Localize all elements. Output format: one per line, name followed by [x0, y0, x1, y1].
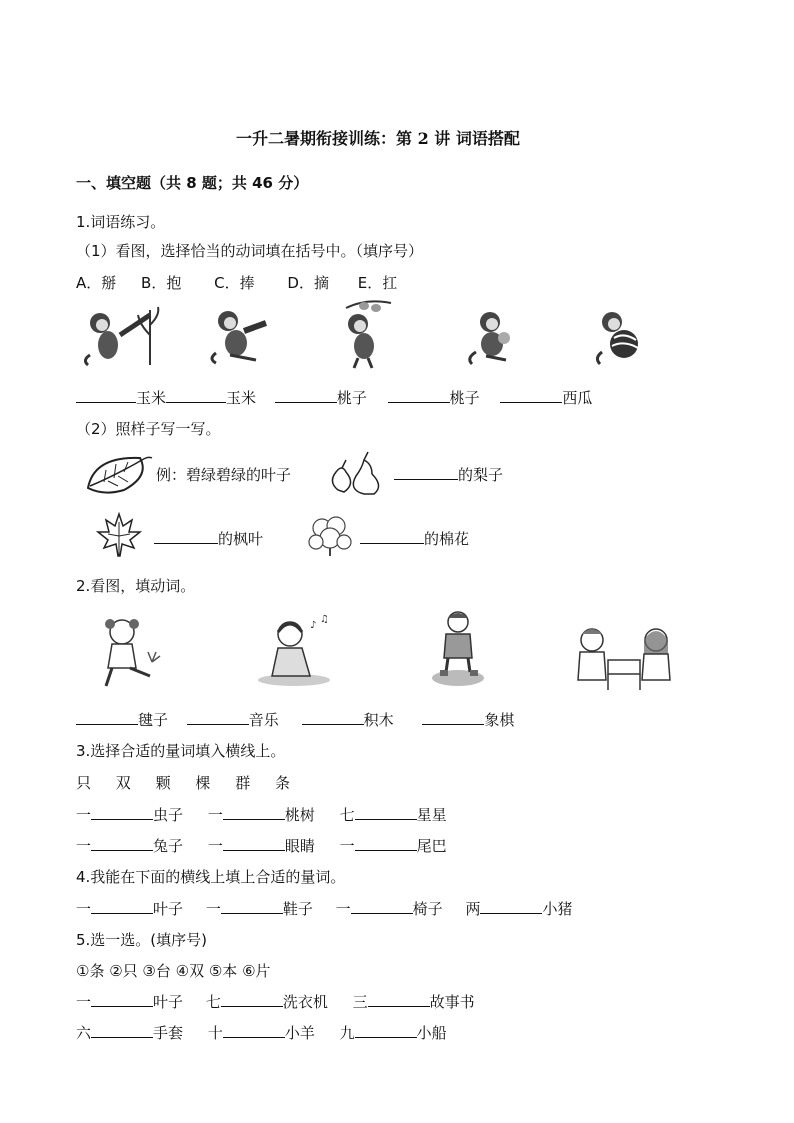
maple-row	[154, 528, 263, 549]
pear-image	[328, 450, 392, 496]
num: 六	[76, 1024, 92, 1042]
noun: 洗衣机	[282, 993, 328, 1011]
num: 十	[207, 1024, 223, 1042]
answer-blank[interactable]	[351, 899, 413, 914]
q1-heading: 1.词语练习。	[76, 213, 166, 231]
answer-word: 玉米	[136, 389, 167, 407]
q3-row2	[76, 835, 447, 856]
monkey-carrying-watermelon-image	[592, 308, 648, 366]
maple-text: 的枫叶	[218, 530, 264, 548]
q2-answer-row	[76, 709, 514, 730]
answer-blank[interactable]	[166, 388, 226, 403]
cotton-row	[360, 528, 469, 549]
option-d: D．摘	[287, 274, 329, 292]
answer-blank[interactable]	[223, 805, 285, 820]
num: 一	[339, 837, 355, 855]
answer-blank[interactable]	[355, 805, 417, 820]
q1-options	[76, 272, 397, 293]
choice: 条	[274, 774, 290, 792]
option-e: E．扛	[357, 274, 398, 292]
noun: 叶子	[153, 993, 184, 1011]
cotton-text: 的棉花	[424, 530, 470, 548]
pear-text: 的梨子	[458, 466, 504, 484]
answer-blank[interactable]	[221, 899, 283, 914]
svg-text:♫: ♫	[320, 614, 329, 625]
num: 七	[205, 993, 221, 1011]
q4-row	[76, 898, 572, 919]
num: 一	[207, 806, 223, 824]
noun: 小船	[416, 1024, 447, 1042]
answer-blank[interactable]	[302, 710, 364, 725]
answer-blank[interactable]	[91, 805, 153, 820]
noun: 桃树	[284, 806, 315, 824]
noun: 眼睛	[284, 837, 315, 855]
q5-row2	[76, 1022, 447, 1043]
num: 一	[76, 806, 92, 824]
girl-kicking-shuttlecock-image	[96, 616, 168, 692]
num: 一	[207, 837, 223, 855]
answer-word: 桃子	[336, 389, 367, 407]
cotton-image	[304, 512, 354, 558]
monkey-corn-image	[80, 305, 162, 367]
q5-heading: 5.选一选。(填序号)	[76, 931, 208, 949]
answer-word: 音乐	[248, 711, 279, 729]
q3-heading: 3.选择合适的量词填入横线上。	[76, 742, 286, 760]
answer-blank[interactable]	[355, 1023, 417, 1038]
noun: 星星	[416, 806, 447, 824]
choice: 颗	[155, 774, 171, 792]
num: 一	[76, 837, 92, 855]
q5-row1	[76, 991, 475, 1012]
answer-blank[interactable]	[76, 388, 136, 403]
answer-blank[interactable]	[91, 836, 153, 851]
answer-blank[interactable]	[154, 529, 218, 544]
monkey-holding-peach-image	[462, 308, 522, 366]
num: 七	[339, 806, 355, 824]
noun: 手套	[153, 1024, 184, 1042]
noun: 小猪	[542, 900, 573, 918]
monkey-picking-peach-image	[336, 298, 396, 370]
answer-word: 毽子	[138, 711, 169, 729]
q1-part1: （1）看图，选择恰当的动词填在括号中。（填序号）	[76, 242, 424, 260]
q2-heading: 2.看图，填动词。	[76, 577, 196, 595]
answer-word: 积木	[363, 711, 394, 729]
noun: 叶子	[153, 900, 184, 918]
answer-blank[interactable]	[422, 710, 484, 725]
noun: 椅子	[412, 900, 443, 918]
answer-blank[interactable]	[223, 836, 285, 851]
choice: 只	[76, 774, 92, 792]
answer-blank[interactable]	[91, 1023, 153, 1038]
noun: 尾巴	[416, 837, 447, 855]
q4-heading: 4.我能在下面的横线上填上合适的量词。	[76, 868, 346, 886]
q3-choices	[76, 772, 290, 793]
num: 一	[76, 993, 92, 1011]
monkey-holding-corn-image	[206, 305, 272, 365]
answer-blank[interactable]	[223, 1023, 285, 1038]
option-c: C．捧	[214, 274, 255, 292]
num: 三	[352, 993, 368, 1011]
answer-blank[interactable]	[187, 710, 249, 725]
noun: 小羊	[284, 1024, 315, 1042]
section-heading: 一、填空题（共 8 题；共 46 分）	[76, 174, 309, 192]
kids-playing-chess-image	[572, 624, 676, 692]
num: 九	[339, 1024, 355, 1042]
option-a: A．掰	[76, 274, 117, 292]
q3-row1	[76, 804, 447, 825]
answer-blank[interactable]	[500, 388, 562, 403]
choice: 棵	[195, 774, 211, 792]
pear-row	[394, 464, 503, 485]
choice: 群	[235, 774, 251, 792]
answer-blank[interactable]	[368, 992, 430, 1007]
noun: 故事书	[429, 993, 475, 1011]
example-text: 例：碧绿碧绿的叶子	[156, 466, 292, 484]
girl-listening-music-image	[254, 612, 334, 688]
answer-blank[interactable]	[91, 899, 153, 914]
num: 一	[205, 900, 221, 918]
maple-leaf-image	[96, 512, 142, 558]
option-b: B．抱	[141, 274, 182, 292]
answer-blank[interactable]	[76, 710, 138, 725]
num: 一	[76, 900, 92, 918]
answer-blank[interactable]	[394, 465, 458, 480]
noun: 虫子	[153, 806, 184, 824]
num: 一	[335, 900, 351, 918]
answer-word: 象棋	[484, 711, 515, 729]
answer-blank[interactable]	[91, 992, 153, 1007]
page-title: 一升二暑期衔接训练：第 2 讲 词语搭配	[236, 129, 520, 148]
answer-blank[interactable]	[355, 836, 417, 851]
q1-part2: （2）照样子写一写。	[76, 420, 221, 438]
boy-building-blocks-image	[426, 608, 490, 688]
answer-blank[interactable]	[480, 899, 542, 914]
answer-word: 玉米	[226, 389, 257, 407]
answer-blank[interactable]	[275, 388, 337, 403]
noun: 兔子	[153, 837, 184, 855]
answer-blank[interactable]	[388, 388, 450, 403]
answer-blank[interactable]	[360, 529, 424, 544]
q5-choices: ①条 ②只 ③台 ④双 ⑤本 ⑥片	[76, 962, 271, 980]
num: 两	[465, 900, 481, 918]
choice: 双	[115, 774, 131, 792]
q1-answer-row	[76, 387, 592, 408]
noun: 鞋子	[282, 900, 313, 918]
svg-text:♪: ♪	[310, 620, 317, 631]
answer-blank[interactable]	[221, 992, 283, 1007]
answer-word: 西瓜	[562, 389, 593, 407]
answer-word: 桃子	[449, 389, 480, 407]
leaf-image	[84, 452, 154, 496]
